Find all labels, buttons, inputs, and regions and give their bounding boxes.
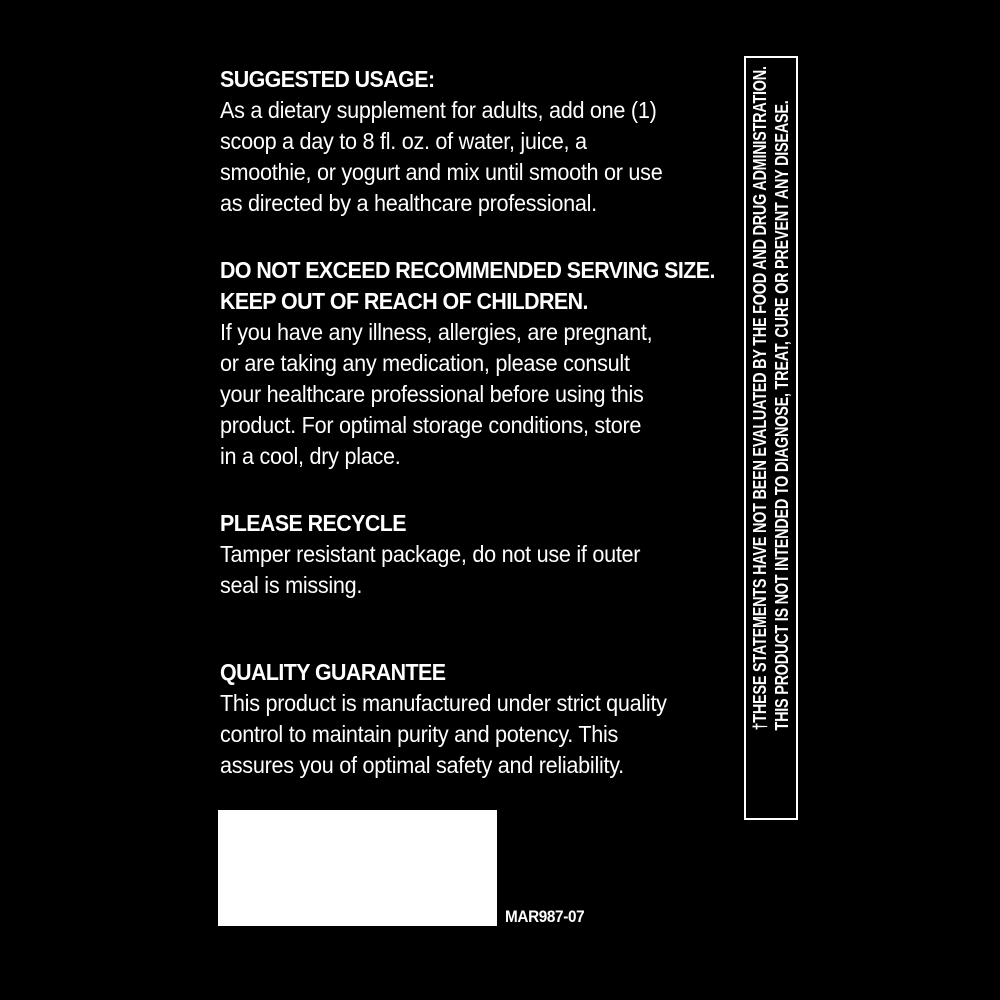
fda-disclaimer-text: [749, 63, 793, 813]
recycle-line: Tamper resistant package, do not use if outer: [220, 541, 641, 567]
warning-section: [220, 255, 752, 472]
usage-line: as directed by a healthcare professional.: [220, 190, 597, 216]
suggested-usage-section: [220, 64, 701, 219]
usage-line: smoothie, or yogurt and mix until smooth or use: [220, 159, 663, 185]
usage-line: scoop a day to 8 fl. oz. of water, juice, a: [220, 128, 587, 154]
warning-line: product. For optimal storage conditions, store: [220, 412, 642, 438]
warning-line: in a cool, dry place.: [220, 443, 401, 469]
quality-guarantee-body: [220, 688, 706, 781]
suggested-usage-body: [220, 95, 701, 219]
suggested-usage-heading: SUGGESTED USAGE:: [220, 66, 435, 92]
quality-line: control to maintain purity and potency. This: [220, 721, 619, 747]
quality-line: assures you of optimal safety and reliability.: [220, 752, 624, 778]
usage-line: As a dietary supplement for adults, add one (1): [220, 97, 657, 123]
warning-line: your healthcare professional before using this: [220, 381, 644, 407]
serving-size-warning-heading: DO NOT EXCEED RECOMMENDED SERVING SIZE.: [220, 257, 715, 283]
children-warning-heading: KEEP OUT OF REACH OF CHILDREN.: [220, 288, 588, 314]
recycle-body: [220, 539, 677, 601]
recycle-section: [220, 508, 677, 601]
fda-disclaimer-line-1: †THESE STATEMENTS HAVE NOT BEEN EVALUATED BY THE FOOD AND DRUG ADMINISTRATION.: [749, 66, 770, 731]
quality-guarantee-heading: QUALITY GUARANTEE: [220, 659, 446, 685]
barcode-blank-box: [218, 810, 497, 926]
recycle-line: seal is missing.: [220, 572, 363, 598]
warning-body: [220, 317, 752, 472]
fda-disclaimer-line-2: THIS PRODUCT IS NOT INTENDED TO DIAGNOSE, TREAT, CURE OR PREVENT ANY DISEASE.: [771, 100, 792, 731]
fda-disclaimer-box: [744, 56, 798, 820]
warning-line: If you have any illness, allergies, are pregnant,: [220, 319, 653, 345]
quality-line: This product is manufactured under strict quality: [220, 690, 667, 716]
quality-guarantee-section: [220, 657, 706, 781]
warning-line: or are taking any medication, please consult: [220, 350, 630, 376]
lot-code: MAR987-07: [505, 907, 585, 926]
recycle-heading: PLEASE RECYCLE: [220, 510, 406, 536]
